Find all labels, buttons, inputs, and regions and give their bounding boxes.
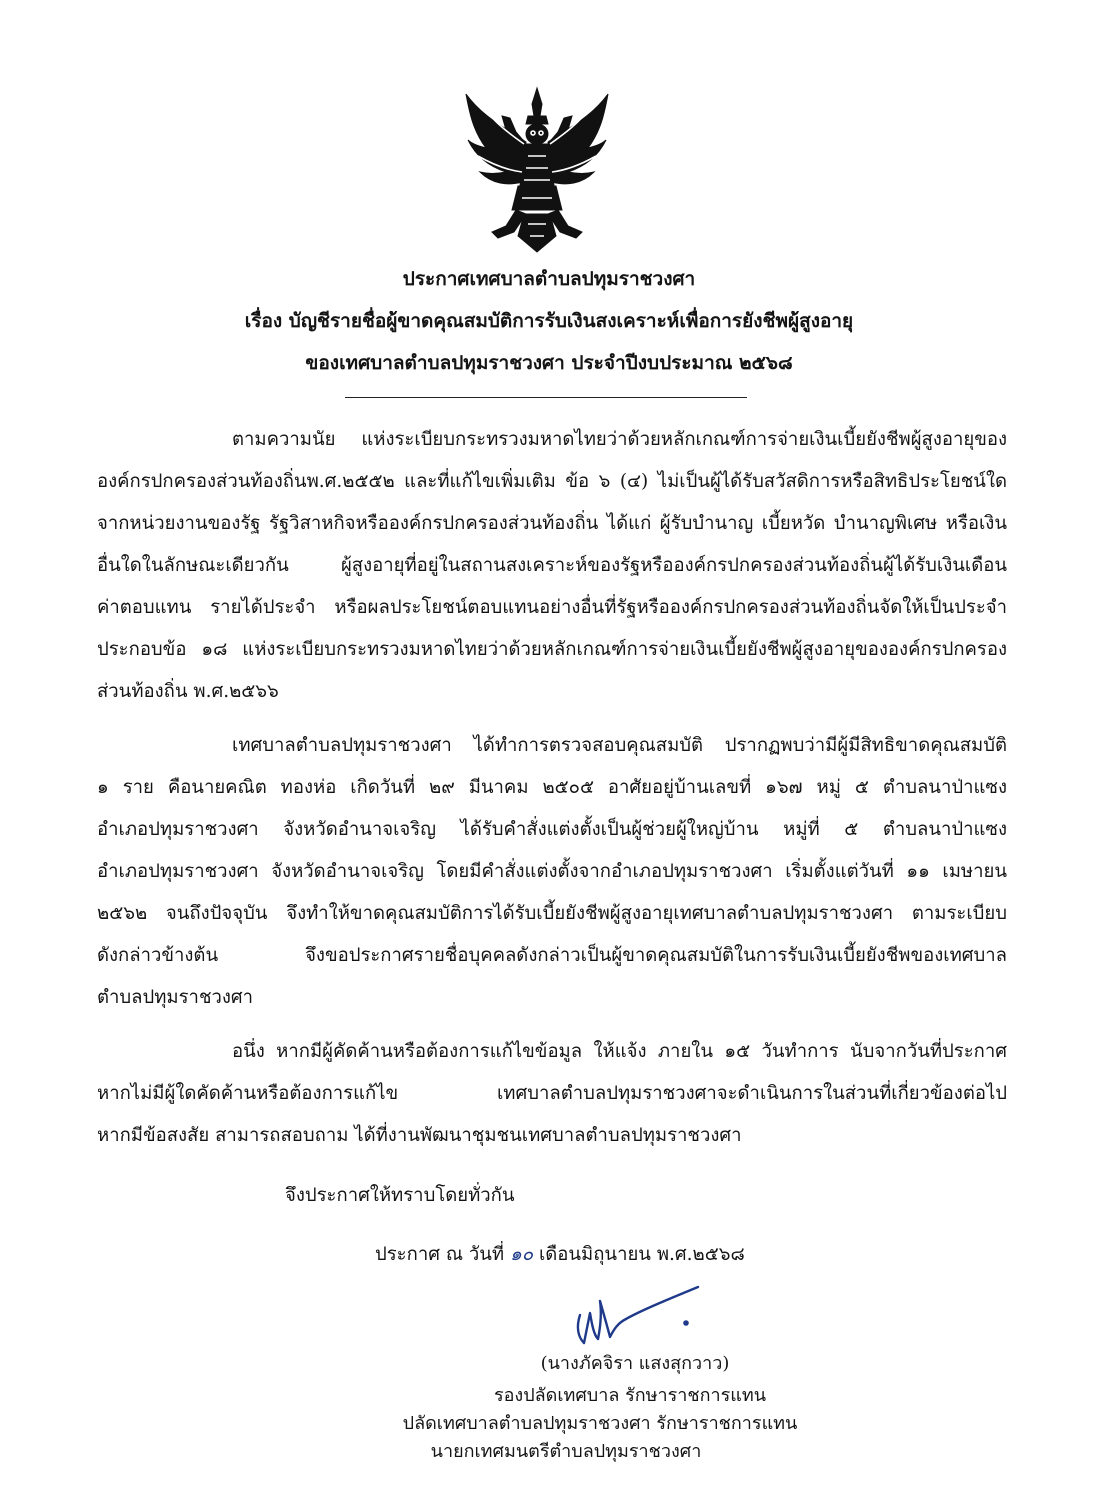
paragraph-line: องค์กรปกครองส่วนท้องถิ่นพ.ศ.๒๕๕๒ และที่แก้ไขเพิ่มเติม ข้อ ๖ (๔) ไม่เป็นผู้ได้รับสวัสดิการหรือสิทธิประโยชน์ใด <box>97 471 1007 492</box>
closing-statement: จึงประกาศให้ทราบโดยทั่วกัน <box>285 1185 515 1206</box>
paragraph-line: หากมีข้อสงสัย สามารถสอบถาม ได้ที่งานพัฒนาชุมชนเทศบาลตำบลปทุมราชวงศา <box>97 1125 742 1146</box>
handwritten-signature <box>560 1285 740 1355</box>
announcement-title: ประกาศเทศบาลตำบลปทุมราชวงศา <box>402 268 696 290</box>
paragraph-line: ดังกล่าวข้างต้น จึงขอประกาศรายชื่อบุคคลดังกล่าวเป็นผู้ขาดคุณสมบัติในการรับเงินเบี้ยยังชีพของเทศบาล <box>97 945 1007 966</box>
date-suffix: เดือนมิถุนายน พ.ศ.๒๕๖๘ <box>538 1244 745 1265</box>
announcement-subject: เรื่อง บัญชีรายชื่อผู้ขาดคุณสมบัติการรับเงินสงเคราะห์เพื่อการยังชีพผู้สูงอายุ <box>244 310 854 332</box>
paragraph-line: ๑ ราย คือนายคณิต ทองห่อ เกิดวันที่ ๒๙ มีนาคม ๒๕๐๕ อาศัยอยู่บ้านเลขที่ ๑๖๗ หมู่ ๕ ตำบลนาป่าแซง <box>97 777 1007 798</box>
paragraph-line: อื่นใดในลักษณะเดียวกัน ผู้สูงอายุที่อยู่ในสถานสงเคราะห์ของรัฐหรือองค์กรปกครองส่วนท้องถิ่นผู้ได้รับเงินเดือน <box>97 555 1007 576</box>
paragraph-line: เทศบาลตำบลปทุมราชวงศา ได้ทำการตรวจสอบคุณสมบัติ ปรากฏพบว่ามีผู้มีสิทธิขาดคุณสมบัติ <box>232 735 1007 756</box>
paragraph-line: หากไม่มีผู้ใดคัดค้านหรือต้องการแก้ไข เทศบาลตำบลปทุมราชวงศาจะดำเนินการในส่วนที่เกี่ยวข้องต่อไป <box>97 1083 1007 1104</box>
garuda-emblem <box>462 86 612 254</box>
signatory-position-final: นายกเทศมนตรีตำบลปทุมราชวงศา <box>396 1436 736 1465</box>
paragraph-line: อำเภอปทุมราชวงศา จังหวัดอำนาจเจริญ ได้รับคำสั่งแต่งตั้งเป็นผู้ช่วยผู้ใหญ่บ้าน หมู่ที่ ๕ ตำบลนาป่าแซง <box>97 819 1007 840</box>
paragraph-line: อนึ่ง หากมีผู้คัดค้านหรือต้องการแก้ไขข้อมูล ให้แจ้ง ภายใน ๑๕ วันทำการ นับจากวันที่ประกาศ <box>232 1041 1007 1062</box>
paragraph-line: ค่าตอบแทน รายได้ประจำ หรือผลประโยชน์ตอบแทนอย่างอื่นที่รัฐหรือองค์กรปกครองส่วนท้องถิ่นจัดให้เป็นประจำ <box>97 597 1007 618</box>
date-day: ๑๐ <box>510 1244 534 1265</box>
signatory-name: (นางภัคจิรา แสงสุกวาว) <box>540 1353 730 1374</box>
signatory-position: รองปลัดเทศบาล รักษาราชการแทน <box>493 1385 767 1406</box>
signatory-position: ปลัดเทศบาลตำบลปทุมราชวงศา รักษาราชการแทน <box>402 1413 798 1434</box>
announcement-date <box>375 1240 745 1269</box>
title-underline <box>345 397 747 398</box>
announcement-subject-cont: ของเทศบาลตำบลปทุมราชวงศา ประจำปีงบประมาณ ๒๕๖๘ <box>305 352 793 374</box>
paragraph-line: ประกอบข้อ ๑๘ แห่งระเบียบกระทรวงมหาดไทยว่าด้วยหลักเกณฑ์การจ่ายเงินเบี้ยยังชีพผู้สูงอายุขององค์กรปกครอง <box>97 639 1007 660</box>
paragraph-line: ส่วนท้องถิ่น พ.ศ.๒๕๖๖ <box>97 681 279 702</box>
paragraph-line: ๒๕๖๒ จนถึงปัจจุบัน จึงทำให้ขาดคุณสมบัติการได้รับเบี้ยยังชีพผู้สูงอายุเทศบาลตำบลปทุมราชวงศา ตามระเบียบ <box>97 903 1007 924</box>
paragraph-line: อำเภอปทุมราชวงศา จังหวัดอำนาจเจริญ โดยมีคำสั่งแต่งตั้งจากอำเภอปทุมราชวงศา เริ่มตั้งแต่วันที่ ๑๑ เมษายน <box>97 861 1007 882</box>
paragraph-line: ตำบลปทุมราชวงศา <box>97 987 254 1008</box>
paragraph-line: ตามความนัย แห่งระเบียบกระทรวงมหาดไทยว่าด้วยหลักเกณฑ์การจ่ายเงินเบี้ยยังชีพผู้สูงอายุของ <box>232 429 1007 450</box>
paragraph-line: จากหน่วยงานของรัฐ รัฐวิสาหกิจหรือองค์กรปกครองส่วนท้องถิ่น ได้แก่ ผู้รับบำนาญ เบี้ยหวัด บำนาญพิเศษ หรือเงิน <box>97 513 1007 534</box>
date-prefix: ประกาศ ณ วันที่ <box>375 1244 505 1265</box>
